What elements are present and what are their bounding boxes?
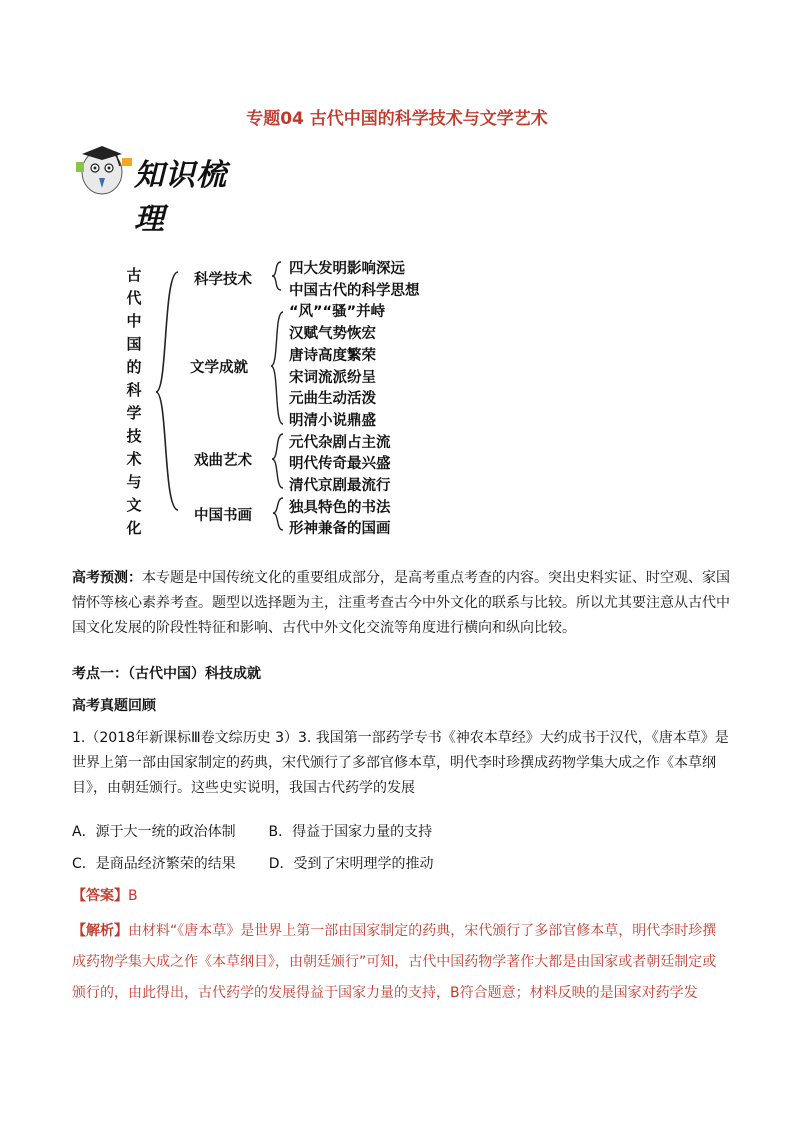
root-char: 化 (126, 519, 142, 537)
logo-text: 知识梳理 (134, 158, 227, 237)
question-options-row-1 (72, 820, 730, 845)
root-char: 代 (126, 289, 142, 307)
question-stem: 1.（2018年新课标Ⅲ卷文综历史 3）3. 我国第一部药学专书《神农本草经》大约成书于汉代，《唐本草》是世界上第一部由国家制定的药典，宋代颁行了多部官修本草，明代李时珍撰成药物学集大成之作《本草纲目》，由朝廷颁行。这些史实说明，我国古代药学的发展 (72, 730, 729, 796)
option-a: A．源于大一统的政治体制 (72, 824, 236, 840)
analysis-label: 【解析】 (72, 923, 128, 939)
root-char: 技 (126, 427, 142, 445)
outline-item: 元曲生动活泼 (289, 391, 376, 407)
root-char: 文 (126, 496, 142, 514)
root-char: 术 (126, 450, 142, 468)
outline-item: 唐诗高度繁荣 (289, 348, 376, 364)
category-label: 文学成就 (190, 360, 248, 376)
option-c: C．是商品经济繁荣的结果 (72, 856, 236, 872)
category-label: 戏曲艺术 (194, 453, 252, 469)
exam-point-heading: 考点一：（古代中国）科技成就 (72, 666, 261, 682)
outline-item: 明代传奇最兴盛 (289, 456, 391, 472)
answer-label: 【答案】 (72, 888, 128, 904)
outline-item: 四大发明影响深远 (289, 261, 405, 277)
category-label: 中国书画 (194, 508, 252, 524)
option-d: D．受到了宋明理学的推动 (268, 856, 434, 872)
outline-item: 汉赋气势恢宏 (289, 326, 376, 342)
question-options-row-2 (72, 852, 730, 877)
root-char: 科 (126, 381, 142, 399)
forecast-paragraph (72, 566, 730, 641)
answer-line (72, 884, 730, 909)
root-char: 国 (126, 335, 142, 353)
analysis-text: 由材料“《唐本草》是世界上第一部由国家制定的药典，宋代颁行了多部官修本草，明代李时珍撰成药物学集大成之作《本草纲目》，由朝廷颁行”可知，古代中国药物学著作大都是由国家或者朝廷制定或颁行的，由此得出，古代药学的发展得益于国家力量的支持，B符合题意；材料反映的是国家对药学发 (72, 923, 717, 1001)
outline-item: 明清小说鼎盛 (289, 413, 376, 429)
outline-item: 独具特色的书法 (289, 500, 391, 516)
root-char: 学 (126, 404, 142, 422)
option-b: B．得益于国家力量的支持 (268, 824, 433, 840)
root-char: 中 (126, 312, 142, 330)
root-char: 古 (126, 266, 142, 284)
outline-item: 宋词流派纷呈 (289, 370, 376, 386)
root-char: 的 (126, 358, 142, 376)
outline-item: 形神兼备的国画 (289, 521, 391, 537)
analysis-paragraph (72, 916, 730, 1009)
category-label: 科学技术 (194, 272, 252, 288)
forecast-label: 高考预测： (72, 570, 142, 586)
review-heading: 高考真题回顾 (72, 698, 156, 714)
outline-item: “风”“骚”并峙 (289, 304, 386, 320)
answer-value: B (128, 888, 138, 904)
outline-item: 元代杂剧占主流 (289, 435, 391, 451)
root-char: 与 (126, 473, 142, 491)
outline-item: 中国古代的科学思想 (289, 283, 420, 299)
page-title: 专题04 古代中国的科学技术与文学艺术 (246, 109, 548, 129)
forecast-text: 本专题是中国传统文化的重要组成部分，是高考重点考查的内容。突出史料实证、时空观、家国情怀等核心素养考查。题型以选择题为主，注重考查古今中外文化的联系与比较。所以尤其要注意从古代中国文化发展的阶段性特征和影响、古代中外文化交流等角度进行横向和纵向比较。 (72, 570, 730, 636)
outline-item: 清代京剧最流行 (289, 478, 391, 494)
